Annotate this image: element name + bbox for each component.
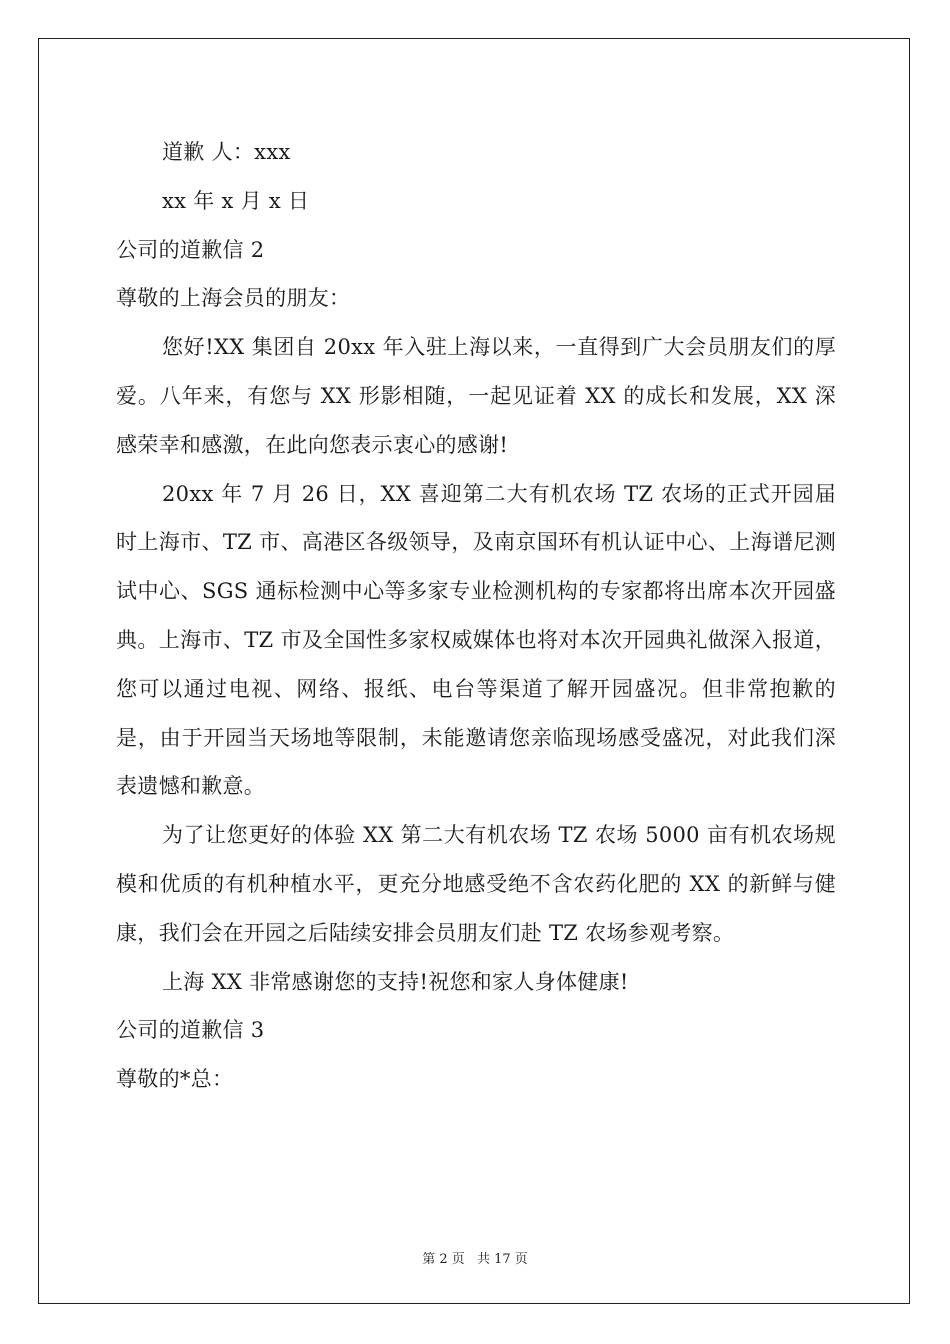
letter2-paragraph: 为了让您更好的体验 XX 第二大有机农场 TZ 农场 5000 亩有机农场规模和优质的有机种植水平，更充分地感受绝不含农药化肥的 XX 的新鲜与健康，我们会在开园之后陆续安排会员朋友们赴 TZ 农场参观考察。 [116,823,836,945]
document-body [116,128,836,1104]
letter2-paragraph: 20xx 年 7 月 26 日，XX 喜迎第二大有机农场 TZ 农场的正式开园届时上海市、TZ 市、高港区各级领导，及南京国环有机认证中心、上海谱尼测试中心、SGS 通标检测中心等多家专业检测机构的专家都将出席本次开园盛典。上海市、TZ 市及全国性多家权威媒体也将对本次开园典礼做深入报道，您可以通过电视、网络、报纸、电台等渠道了解开园盛况。但非常抱歉的是，由于开园当天场地等限制，未能邀请您亲临现场感受盛况，对此我们深表遗憾和歉意。 [116,481,836,799]
letter3-salutation: 尊敬的*总： [116,1067,234,1092]
signature-line: 道歉 人：xxx [162,140,291,164]
page-total: 共 17 页 [476,1252,528,1267]
letter2-paragraph: 上海 XX 非常感谢您的支持!祝您和家人身体健康! [162,969,629,994]
date-line: xx 年 x 月 x 日 [162,188,310,213]
page-number: 第 2 页 [422,1252,465,1267]
letter2-paragraph: 您好!XX 集团自 20xx 年入驻上海以来，一直得到广大会员朋友们的厚爱。八年来，有您与 XX 形影相随，一起见证着 XX 的成长和发展，XX 深感荣幸和感激，在此向您表示衷心的感谢! [116,335,836,457]
page-footer [0,1248,950,1267]
letter2-heading: 公司的道歉信 2 [116,237,265,262]
letter3-heading: 公司的道歉信 3 [116,1018,265,1043]
letter2-salutation: 尊敬的上海会员的朋友： [116,286,351,311]
